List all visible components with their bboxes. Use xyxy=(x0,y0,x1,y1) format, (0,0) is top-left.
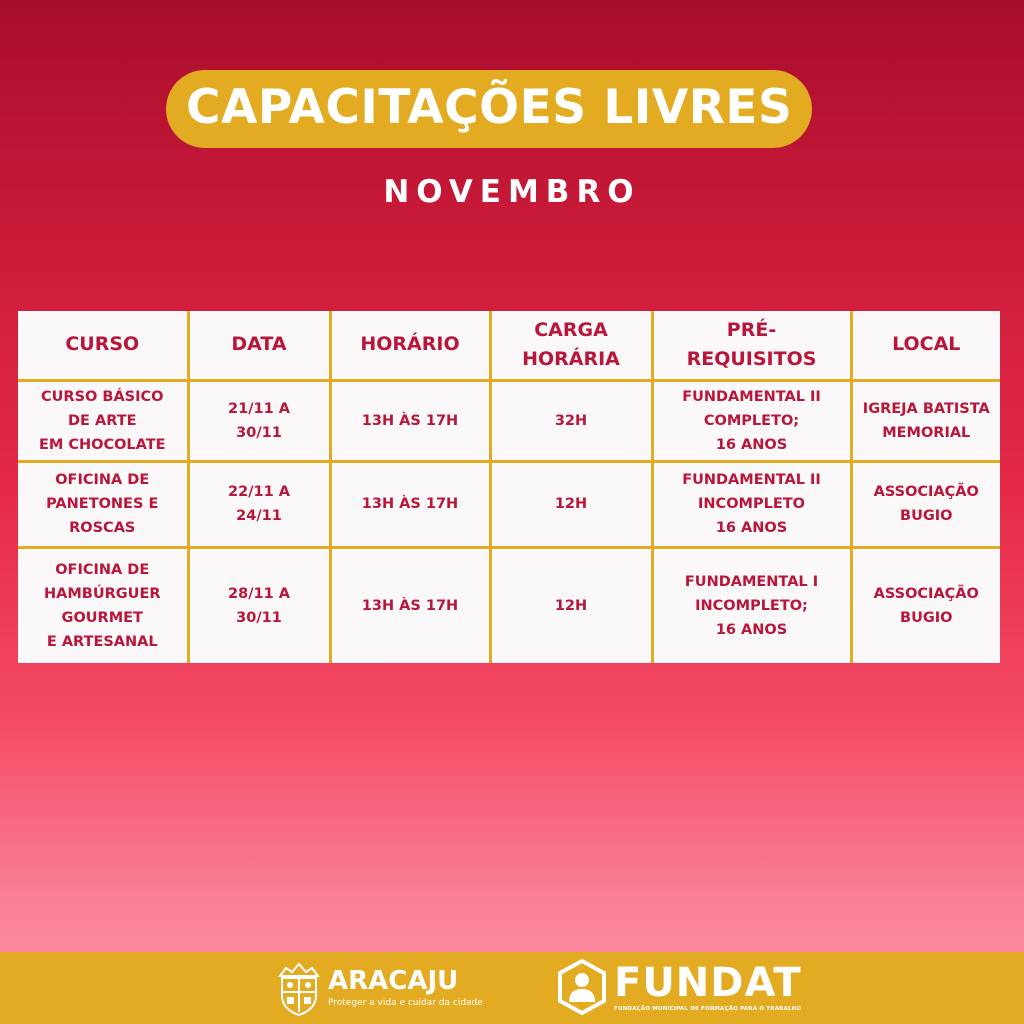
aracaju-slogan: Proteger a vida e cuidar da cidade xyxy=(328,998,483,1008)
month-subtitle: NOVEMBRO xyxy=(383,174,641,210)
cell-data: 28/11 A 30/11 xyxy=(188,547,330,663)
cell-horario: 13H ÀS 17H xyxy=(330,462,490,547)
cell-local: IGREJA BATISTA MEMORIAL xyxy=(851,380,1000,461)
courses-table xyxy=(18,311,1000,663)
city-crest-icon xyxy=(272,960,326,1018)
cell-pre-requisitos: FUNDAMENTAL I INCOMPLETO; 16 ANOS xyxy=(652,547,851,663)
hexagon-person-icon xyxy=(556,958,608,1016)
title-banner xyxy=(166,70,812,148)
cell-carga-horaria: 12H xyxy=(490,547,652,663)
cell-data: 21/11 A 30/11 xyxy=(188,380,330,461)
cell-data: 22/11 A 24/11 xyxy=(188,462,330,547)
cell-horario: 13H ÀS 17H xyxy=(330,547,490,663)
table-header-row xyxy=(18,311,1000,380)
cell-curso: CURSO BÁSICO DE ARTE EM CHOCOLATE xyxy=(18,380,188,461)
header-carga-horaria: CARGA HORÁRIA xyxy=(490,311,652,380)
cell-local: ASSOCIAÇÃO BUGIO xyxy=(851,462,1000,547)
fundat-name: FUNDAT xyxy=(614,960,802,1006)
cell-local: ASSOCIAÇÃO BUGIO xyxy=(851,547,1000,663)
header-data: DATA xyxy=(188,311,330,380)
header-curso: CURSO xyxy=(18,311,188,380)
header-pre-requisitos: PRÉ- REQUISITOS xyxy=(652,311,851,380)
cell-curso: OFICINA DE HAMBÚRGUER GOURMET E ARTESANAL xyxy=(18,547,188,663)
fundat-subtitle: FUNDAÇÃO MUNICIPAL DE FORMAÇÃO PARA O TRABALHO xyxy=(614,1006,802,1012)
cell-pre-requisitos: FUNDAMENTAL II INCOMPLETO 16 ANOS xyxy=(652,462,851,547)
fundat-logo xyxy=(556,958,802,1020)
table-row xyxy=(18,380,1000,461)
cell-horario: 13H ÀS 17H xyxy=(330,380,490,461)
cell-carga-horaria: 12H xyxy=(490,462,652,547)
aracaju-name: ARACAJU xyxy=(328,966,459,996)
page-title: CAPACITAÇÕES LIVRES xyxy=(186,80,793,135)
aracaju-logo xyxy=(270,960,483,1018)
table-row xyxy=(18,547,1000,663)
footer-bar xyxy=(0,952,1024,1024)
cell-carga-horaria: 32H xyxy=(490,380,652,461)
cell-pre-requisitos: FUNDAMENTAL II COMPLETO; 16 ANOS xyxy=(652,380,851,461)
header-horario: HORÁRIO xyxy=(330,311,490,380)
cell-curso: OFICINA DE PANETONES E ROSCAS xyxy=(18,462,188,547)
header-local: LOCAL xyxy=(851,311,1000,380)
table-row xyxy=(18,462,1000,547)
